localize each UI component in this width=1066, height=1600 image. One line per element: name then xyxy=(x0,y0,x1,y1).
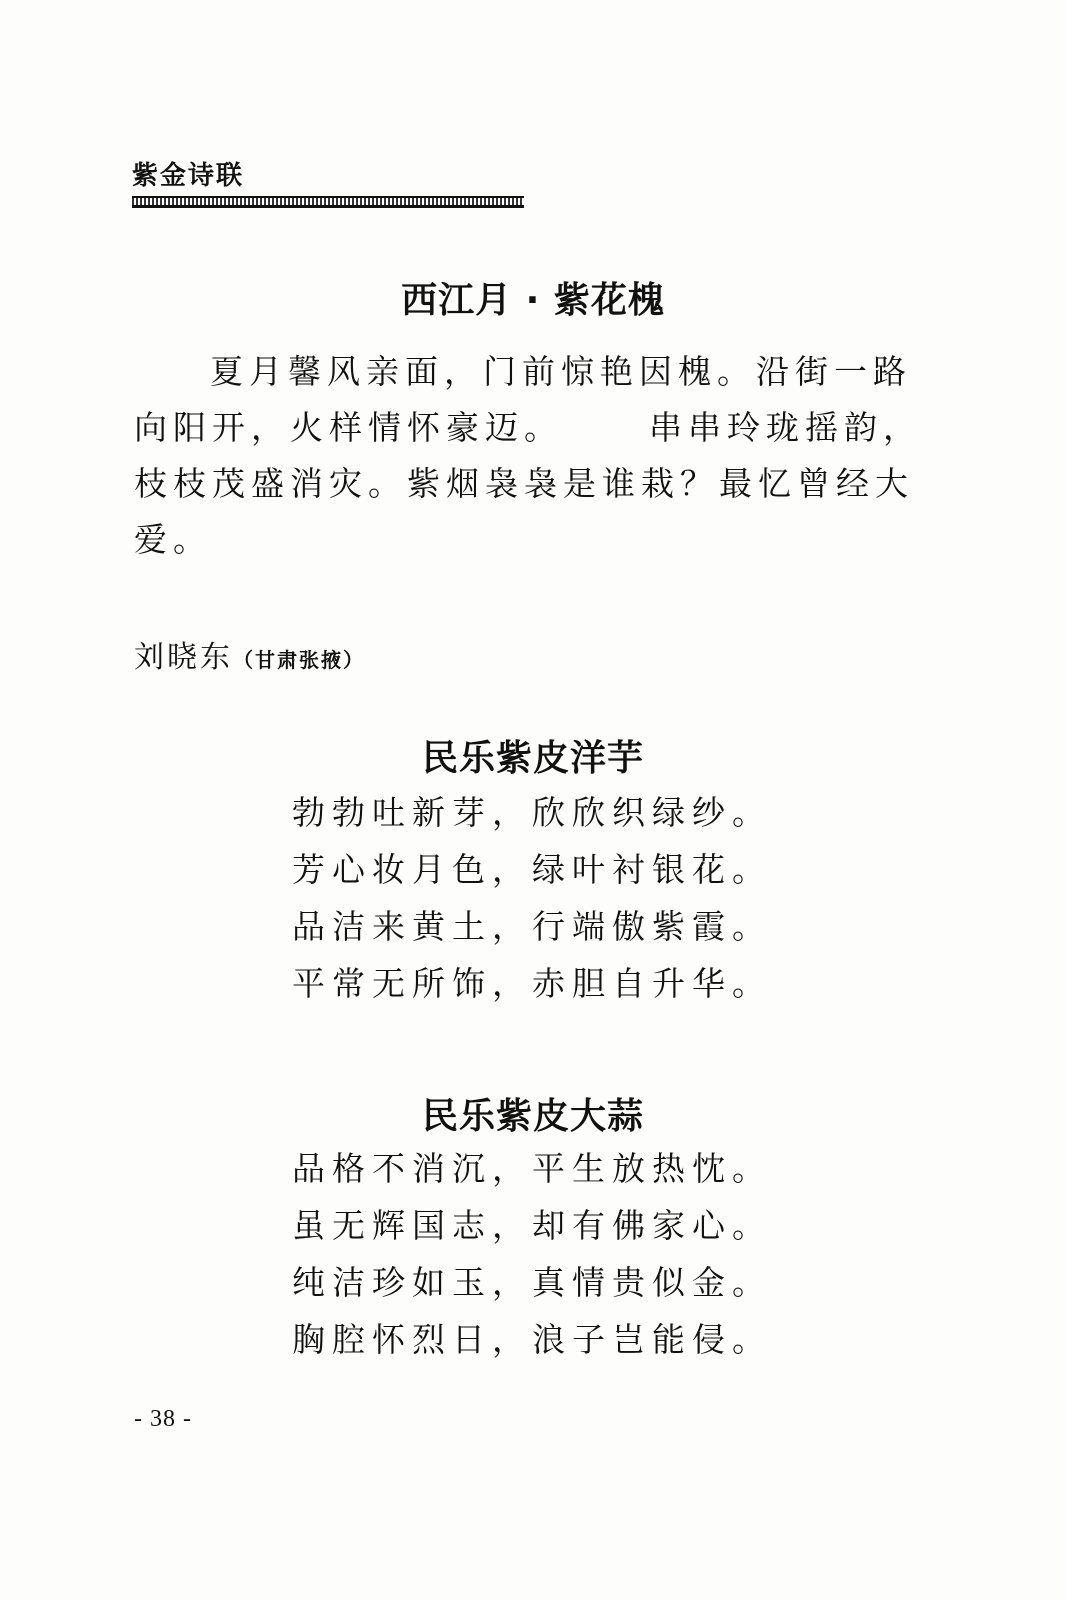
poem-line: 夏月馨风亲面，门前惊艳因槐。沿街一路 xyxy=(210,352,912,391)
header-title: 紫金诗联 xyxy=(132,161,245,191)
poem-body xyxy=(292,1140,772,1368)
poem-title: 民乐紫皮洋芋 xyxy=(421,738,644,779)
author-name: 刘晓东 xyxy=(134,640,233,675)
poem-line: 爱。 xyxy=(134,520,212,559)
running-header xyxy=(132,160,524,208)
author-place: （甘肃张掖） xyxy=(233,648,365,672)
poem-body xyxy=(292,784,772,1012)
poem-line: 胸腔怀烈日，浪子岂能侵。 xyxy=(292,1320,772,1359)
poem-line: 品格不消沉，平生放热忱。 xyxy=(292,1149,772,1188)
poem-line: 芳心妆月色，绿叶衬银花。 xyxy=(292,850,772,889)
poem-line-part: 向阳开，火样情怀豪迈。 xyxy=(134,408,563,447)
poem-line: 品洁来黄土，行端傲紫霞。 xyxy=(292,907,772,946)
header-rule xyxy=(132,196,524,208)
poem-line: 勃勃吐新芽，欣欣织绿纱。 xyxy=(292,793,772,832)
author-line xyxy=(134,632,365,676)
poem-line: 纯洁珍如玉，真情贵似金。 xyxy=(292,1263,772,1302)
page-number: - 38 - xyxy=(134,1406,192,1432)
poem-line xyxy=(134,400,934,456)
poem-line: 枝枝茂盛消灾。紫烟袅袅是谁栽？最忆曾经大 xyxy=(134,464,914,503)
poem-line: 平常无所饰，赤胆自升华。 xyxy=(292,964,772,1003)
poem-line: 虽无辉国志，却有佛家心。 xyxy=(292,1206,772,1245)
poem-title: 民乐紫皮大蒜 xyxy=(421,1096,644,1137)
poem-title: 西江月 · 紫花槐 xyxy=(401,280,665,321)
poem-body xyxy=(134,344,934,568)
poem-line-part: 串串玲珑摇韵， xyxy=(649,408,922,447)
